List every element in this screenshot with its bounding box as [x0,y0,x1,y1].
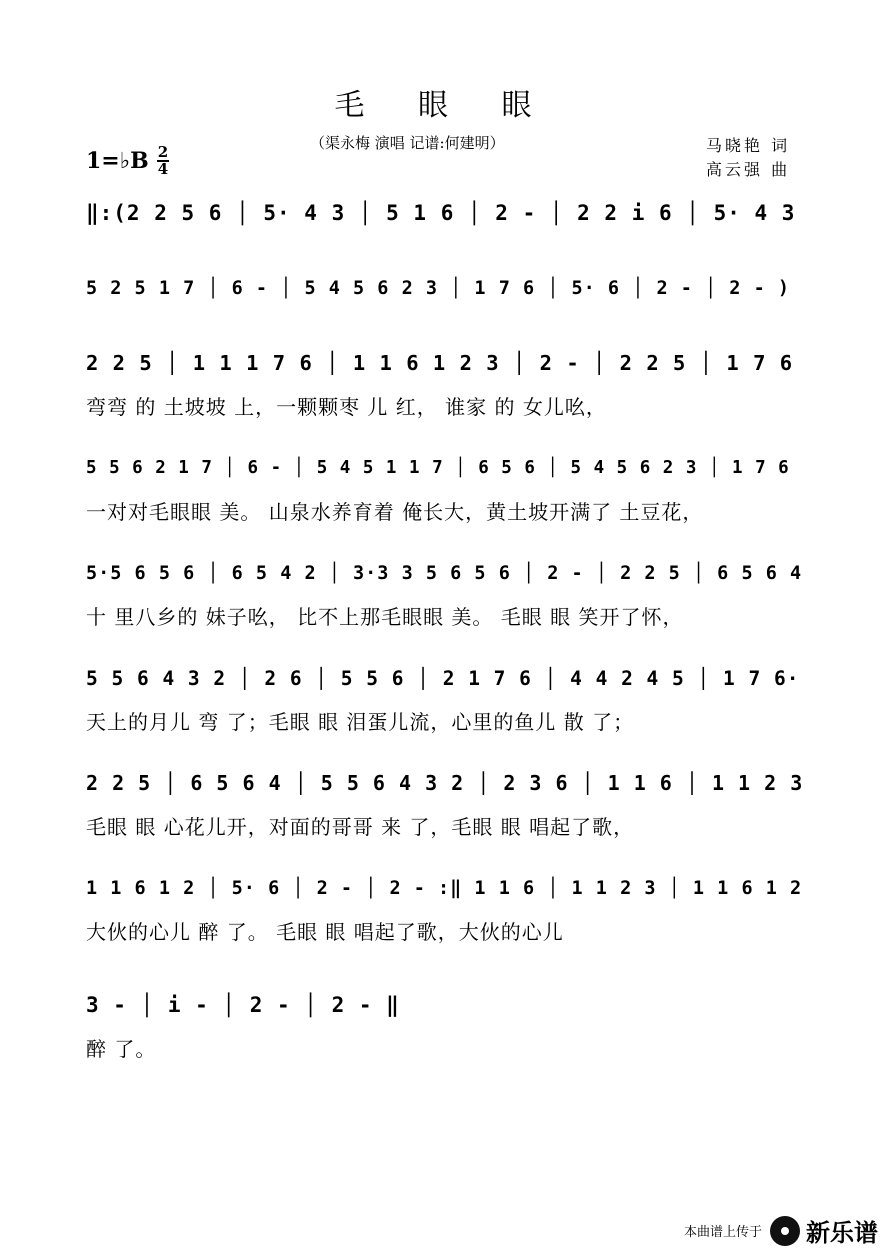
lyrics: 一对对毛眼眼 美。 山泉水养育着 俺长大，黄土坡开满了 土豆花， [86,500,704,524]
staff-row-9 [86,985,466,1062]
notes: 5 2 5 1 7 │ 6 - │ 5 4 5 6 2 3 │ 1 7 6 │ 5· 6 │ 2 - │ 2 - ) [86,277,791,299]
staff-row-2 [86,268,806,308]
lyricist: 马晓艳 词 [706,136,791,155]
notes: 5·5 6 5 6 │ 6 5 4 2 │ 3·3 3 5 6 5 6 │ 2 - │ 2 2 5 │ 6 5 6 4 [86,562,803,584]
composer: 高云强 曲 [706,160,791,179]
brand-name: 新乐谱 [806,1219,878,1247]
notes: ‖:(2 2 5 6 │ 5· 4 3 │ 5 1 6 │ 2 - │ 2 2 i 6 │ 5· 4 3 [86,201,796,225]
key-label: 1=♭B [86,148,149,174]
lyrics: 天上的月儿 弯 了；毛眼 眼 泪蛋儿流，心里的鱼儿 散 了； [86,710,635,734]
time-top: 2 [157,143,169,161]
lyrics: 大伙的心儿 醉 了。 毛眼 眼 唱起了歌，大伙的心儿 [86,920,564,944]
staff-row-4 [86,448,806,525]
staff-row-6 [86,658,806,735]
credits [706,134,790,182]
notes: 2 2 5 │ 1 1 1 7 6 │ 1 1 6 1 2 3 │ 2 - │ 2 2 5 │ 1 7 6 [86,351,794,375]
footer [684,1213,878,1248]
lyrics: 醉 了。 [86,1037,157,1061]
staff-row-3 [86,343,806,420]
time-bottom: 4 [157,160,169,178]
page-title: 毛 眼 眼 [334,88,554,123]
site-logo[interactable] [770,1213,878,1248]
lyrics: 毛眼 眼 心花儿开，对面的哥哥 来 了，毛眼 眼 唱起了歌， [86,815,635,839]
lyrics: 十 里八乡的 妹子吆， 比不上那毛眼眼 美。 毛眼 眼 笑开了怀， [86,605,684,629]
staff-row-1 [86,193,806,233]
notes: 5 5 6 2 1 7 │ 6 - │ 5 4 5 1 1 7 │ 6 5 6 │ 5 4 5 6 2 3 │ 1 7 6 [86,458,790,478]
performer-credit: （渠永梅 演唱 记谱:何建明） [310,134,505,152]
notes: 3 - │ i - │ 2 - │ 2 - ‖ [86,993,400,1017]
time-signature [157,145,169,177]
key-signature [86,145,169,177]
record-disc-icon [770,1216,800,1246]
staff-row-8 [86,868,806,945]
staff-row-5 [86,553,806,630]
notes: 2 2 5 │ 6 5 6 4 │ 5 5 6 4 3 2 │ 2 3 6 │ 1 1 6 │ 1 1 2 3 [86,771,804,795]
upload-note: 本曲谱上传于 [683,1225,762,1240]
lyrics: 弯弯 的 土坡坡 上，一颗颗枣 儿 红， 谁家 的 女儿吆， [86,395,607,419]
notes: 1 1 6 1 2 │ 5· 6 │ 2 - │ 2 - :‖ 1 1 6 │ 1 1 2 3 │ 1 1 6 1 2 [86,877,803,899]
notes: 5 5 6 4 3 2 │ 2 6 │ 5 5 6 │ 2 1 7 6 │ 4 4 2 4 5 │ 1 7 6· [86,666,800,690]
staff-row-7 [86,763,806,840]
